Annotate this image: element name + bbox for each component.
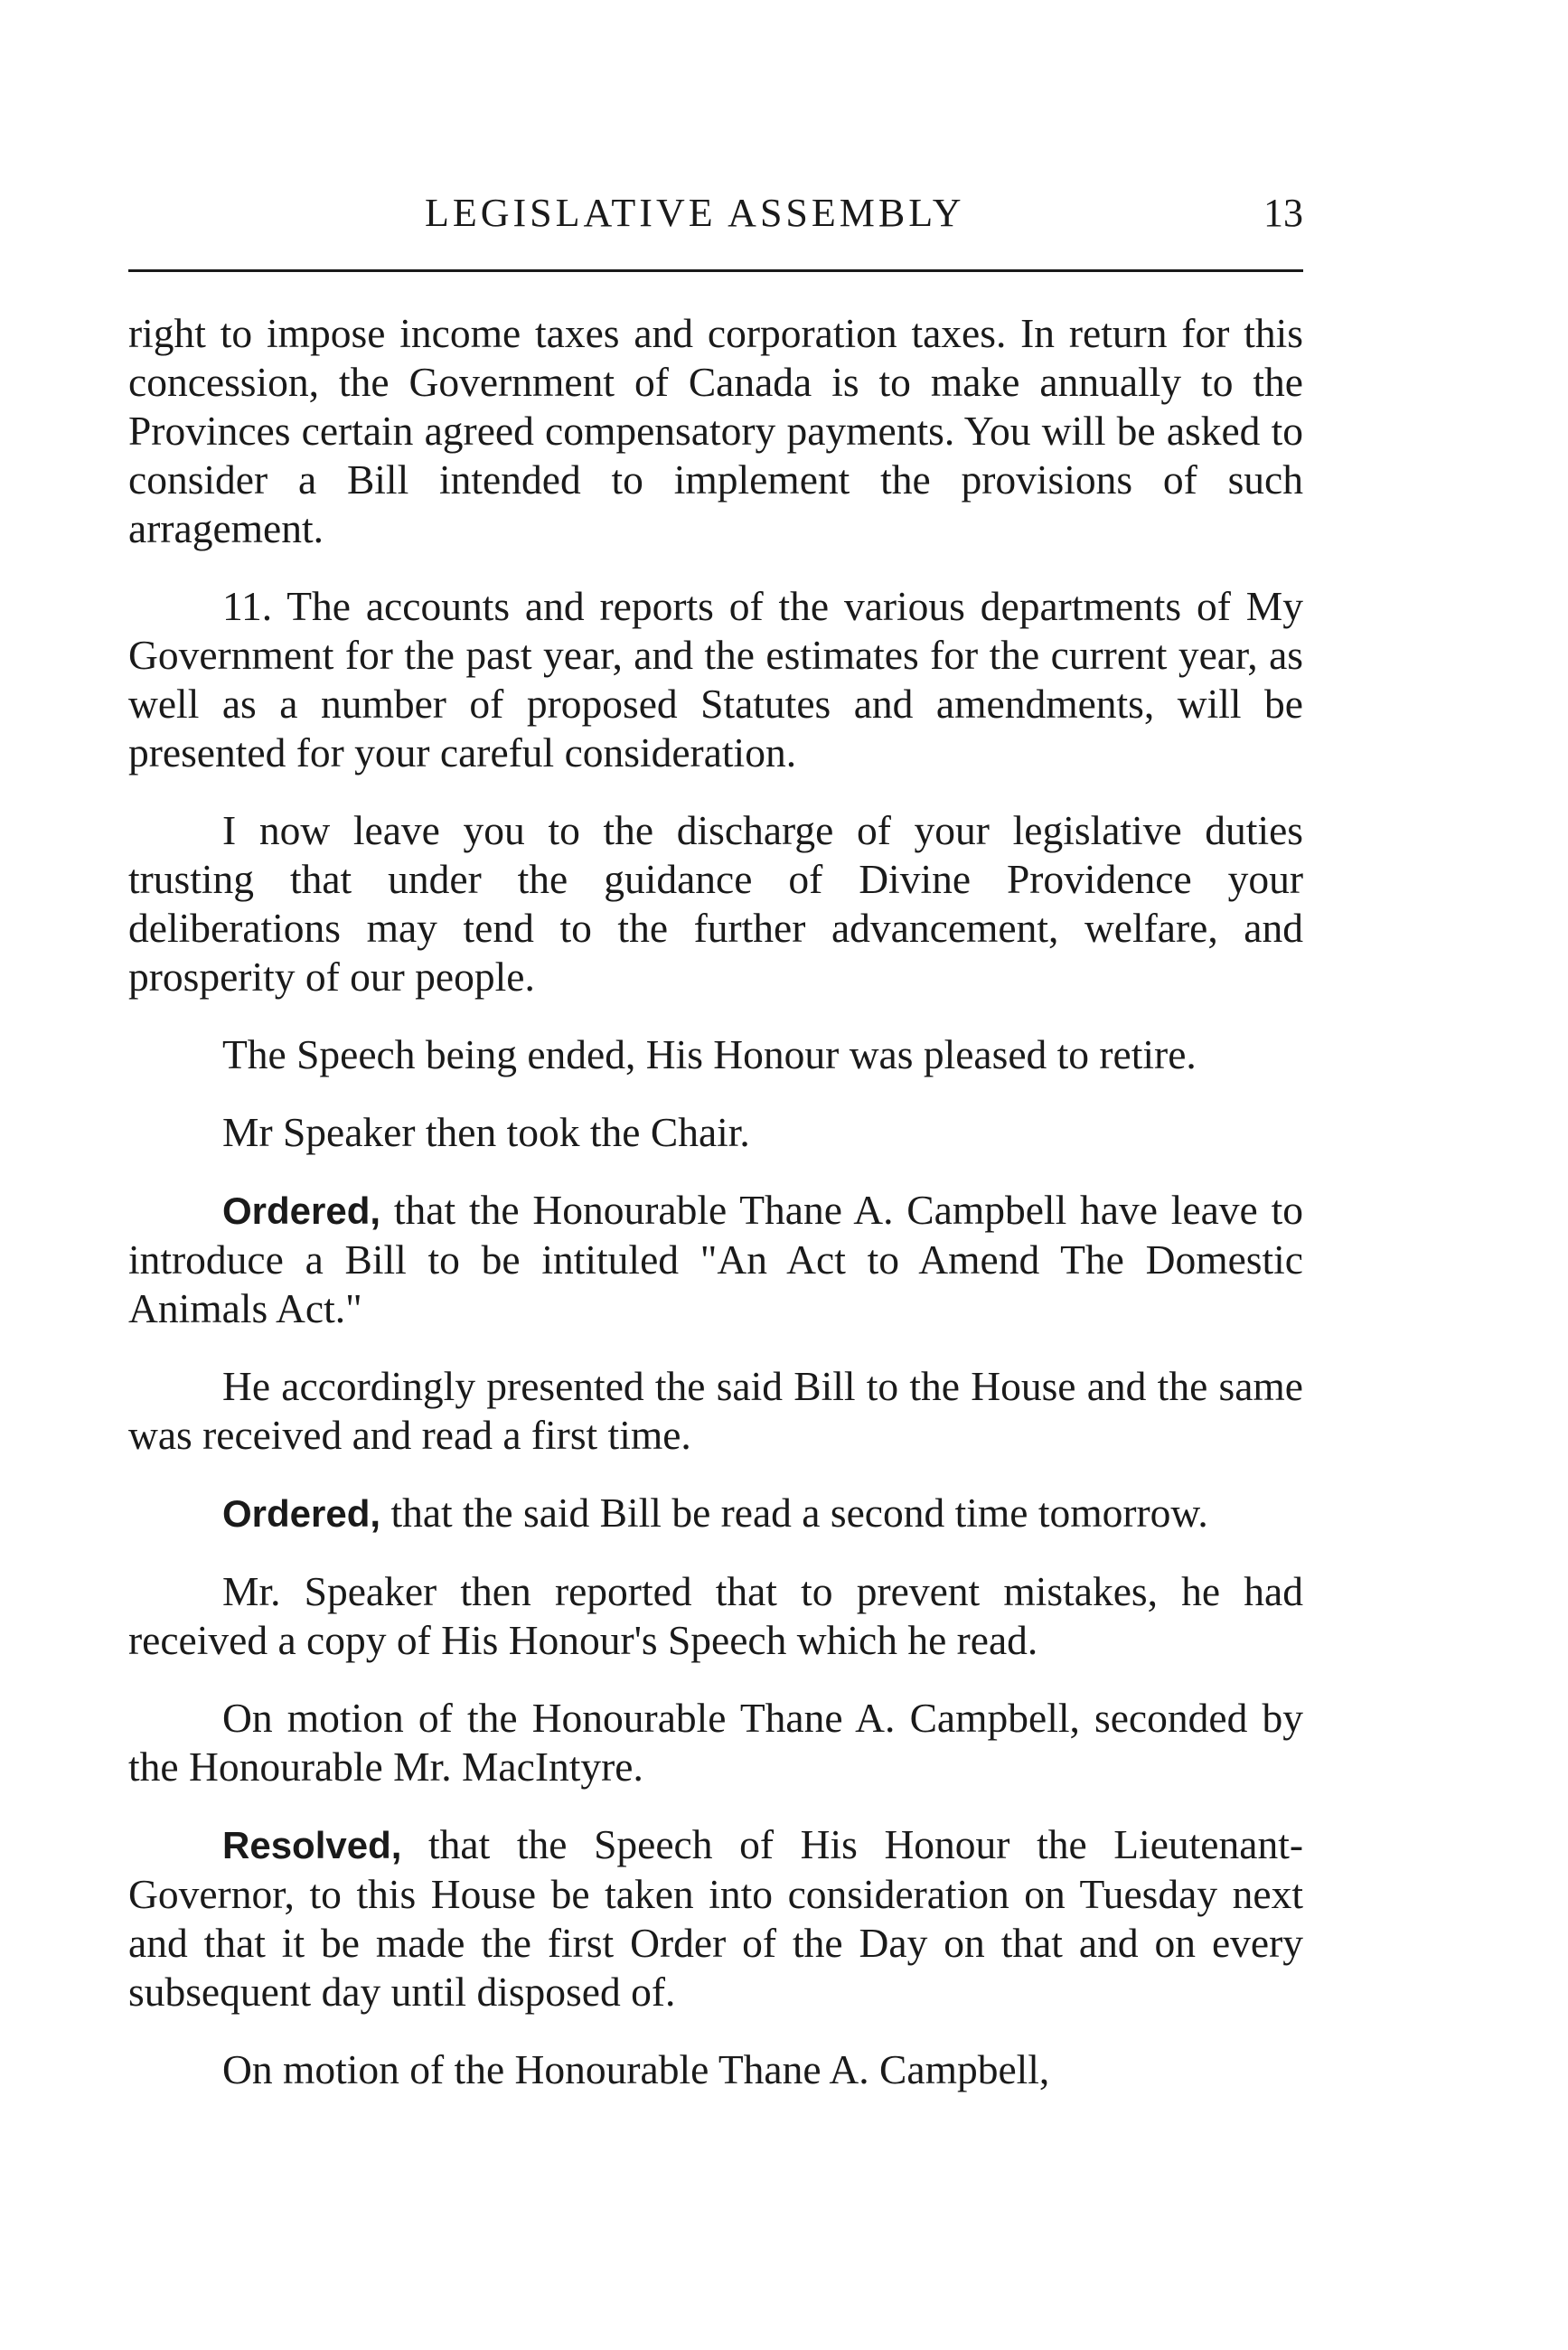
paragraph	[128, 1362, 1303, 1460]
paragraph	[128, 309, 1303, 553]
page-header	[128, 190, 1303, 253]
paragraph	[128, 1489, 1303, 1538]
paragraph-text: that the Honourable Thane A. Campbell have leave to introduce a Bill to be intituled "An Act to Amend The Domestic Animals Act."	[128, 1187, 1303, 1331]
paragraph	[128, 1567, 1303, 1665]
paragraph-text: 11. The accounts and reports of the various departments of My Government for the past year, and the estimates for the current year, as well as a number of proposed Statutes and amendments, will be presented for your careful consideration.	[128, 583, 1303, 776]
paragraph-text: I now leave you to the discharge of your legislative duties trusting that under the guidance of Divine Providence your deliberations may tend to the further advancement, welfare, and prosperity of our people.	[128, 807, 1303, 1000]
paragraph-text: The Speech being ended, His Honour was pleased to retire.	[222, 1031, 1197, 1077]
header-rule	[128, 269, 1303, 272]
paragraph-keyword: Ordered,	[222, 1189, 381, 1232]
paragraph	[128, 1820, 1303, 2016]
page-number: 13	[1263, 191, 1303, 235]
paragraph	[128, 1108, 1303, 1157]
paragraph-text: right to impose income taxes and corporation taxes. In return for this concession, the Government of Canada is to make annually to the Provinces certain agreed compensatory payments. You will be asked to consider a Bill intended to implement the provisions of such arragement.	[128, 310, 1303, 551]
running-title: LEGISLATIVE ASSEMBLY	[425, 191, 965, 235]
paragraph-text: He accordingly presented the said Bill to the House and the same was received and read a first time.	[128, 1363, 1303, 1458]
paragraph-text: that the Speech of His Honour the Lieutenant-Governor, to this House be taken into consideration on Tuesday next and that it be made the first Order of the Day on that and on every subsequent day until disposed of.	[128, 1821, 1303, 2015]
paragraph	[128, 1186, 1303, 1333]
paragraph	[128, 582, 1303, 777]
paragraph-text: that the said Bill be read a second time tomorrow.	[380, 1490, 1208, 1536]
paragraph-text: Mr Speaker then took the Chair.	[222, 1109, 750, 1155]
paragraph-text: On motion of the Honourable Thane A. Campbell, seconded by the Honourable Mr. MacIntyre.	[128, 1695, 1303, 1790]
paragraph	[128, 1694, 1303, 1791]
paragraph	[128, 2045, 1303, 2094]
body-text	[128, 309, 1303, 2123]
paragraph-text: On motion of the Honourable Thane A. Campbell,	[222, 2046, 1050, 2092]
paragraph-keyword: Resolved,	[222, 1824, 402, 1866]
paragraph	[128, 1030, 1303, 1079]
paragraph	[128, 806, 1303, 1001]
paragraph-keyword: Ordered,	[222, 1492, 381, 1535]
paragraph-text: Mr. Speaker then reported that to prevent mistakes, he had received a copy of His Honour's Speech which he read.	[128, 1568, 1303, 1663]
